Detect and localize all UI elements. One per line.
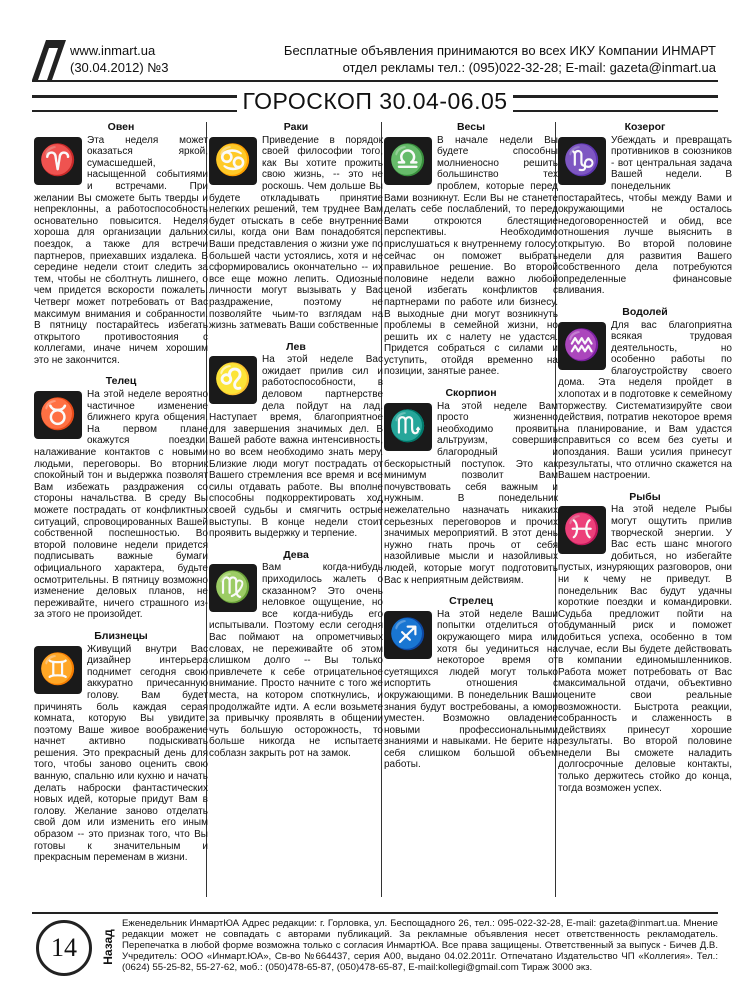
sign-name: Овен — [107, 122, 135, 133]
sign-name: Водолей — [622, 305, 668, 318]
sign-name: Скорпион — [445, 387, 497, 400]
sign-name: Лев — [286, 340, 306, 353]
column-2 — [209, 122, 383, 902]
column-1 — [34, 122, 208, 902]
logo — [32, 40, 66, 80]
virgo-icon: ♍ — [209, 564, 257, 612]
column-3 — [384, 122, 558, 902]
leo-icon: ♌ — [209, 356, 257, 404]
contacts-text: отдел рекламы тел.: (095)022-32-28; E-mail: gazeta@inmart.ua — [342, 60, 716, 75]
sign-aries — [34, 122, 208, 366]
title-bar — [32, 90, 718, 116]
back-button[interactable] — [100, 922, 116, 974]
sign-name: Рыбы — [629, 490, 661, 503]
sign-text: На этой неделе Рыбы могут ощутить прилив творческой энергии. У Вас есть шанс многого добиться, но избегайте пустых, изнуряющих разговоров, они ни к чему не приведут. В понедельник Вас будут удачны короткие поездки и командировки. Судьба предложит пойти на обдуманный риск и поможет добиться успеха, особенно в том случае, если Вы будете действовать в компании единомышленников. Работа может потребовать от Вас максимальной отдачи, объективно оцените свои реальные возможности. Быстрота реакции, собранность и слаженность в действиях принесут хорошие результаты. Во второй половине недели Вы сможете наладить долгосрочные деловые контакты, только держитесь стойко до конца, тогда возможен успех. — [558, 504, 732, 794]
sign-cancer — [209, 122, 383, 332]
sign-leo — [209, 342, 383, 540]
sign-sagittarius — [384, 596, 558, 771]
sign-text: На этой неделе Вам просто жизненно необходимо проявить альтруизм, совершив благородный и бескорыстный поступок. Это как минимум позволит Вам почувствовать себя важным и нужным. В понедельник нежелательно назначать никаких серьезных переговоров и прочих значимых мероприятий. В этот день нужно гнать прочь от себя назойливые мысли и назойливых людей, которые могут подготовить Вас к неприятным действиям. — [384, 400, 558, 586]
header-meta — [70, 42, 169, 76]
sign-text: Для вас благоприятна всякая трудовая деятельность, но особенно работы по благоустройству своего дома. Эта неделя пройдет в хлопотах и в подготовке к семейному торжеству. Систематизируйте свои действия, потратив некоторое время на планирование, и Вам удастся справиться со всем без суеты и опоздания. Ваши усилия принесут результаты, что отлично скажется на Вашем настроении. — [558, 319, 732, 482]
sign-pisces — [558, 492, 732, 794]
header-notice — [284, 42, 716, 76]
page-title: ГОРОСКОП 30.04-06.05 — [242, 88, 508, 114]
gemini-icon: ♊ — [34, 646, 82, 694]
sign-taurus — [34, 376, 208, 620]
issue-number: (30.04.2012) №3 — [70, 60, 169, 75]
sign-aquarius — [558, 307, 732, 482]
header-divider — [32, 80, 718, 82]
sign-text: На этой неделе Вас ожидает прилив сил и работоспособности, в деловом партнерстве дела пойдут на лад. Наступает время, благоприятное для завершения значимых дел. В Вашей работе важна интенсивность, но во всем необходимо знать меру. Близкие люди могут пострадать от Вашего стремления все время и все силы отдавать работе. Вы вполне способны подкорректировать ход своей судьбы и смягчить острые выступы. В конце недели стоит проявить выдержку и терпение. — [209, 354, 383, 540]
sign-scorpio — [384, 388, 558, 586]
column-4 — [558, 122, 732, 902]
sign-text: В начале недели Вы будете способны молниеносно решить большинство тех проблем, которые перед Вами возникнут. Если Вы не станете делать себе послаблений, то перед Вами откроются блестящие перспективы. Необходимо прислушаться к внутреннему голосу: сейчас он поможет выбрать правильное решение. Во второй половине недели важно любой ценой избегать конфликтов с партнерами по работе или бизнесу. В выходные дни могут возникнуть проблемы в семейной жизни, но решить их с налету не удастся. Придется собраться с силами и уступить, отойдя временно на позиции, занятые ранее. — [384, 134, 558, 378]
sagittarius-icon: ♐ — [384, 611, 432, 659]
sign-capricorn — [558, 122, 732, 297]
sign-libra — [384, 122, 558, 378]
sign-text: Вам когда-нибудь приходилось жалеть о сказанном? Это очень неловкое ощущение, но все когда-нибудь его испытывали. Поэтому если сегодня Вас поймают на опрометчивых словах, не переживайте об этом слишком долго -- Вы только привлечете к себе отрицательное внимание. Просто начните с того же места, на котором споткнулись, и продолжайте идти. А если возьмете за привычку проявлять в общении чуть большую осторожность, то больше никогда не испытаете соблазн закрыть рот на замок. — [209, 562, 383, 759]
capricorn-icon: ♑ — [558, 137, 606, 185]
sign-text: Живущий внутри Вас дизайнер интерьера поднимет сегодня свою аккуратно причесанную голову. Вам будет причинять боль каждая серая комната, которую Вы увидите, поэтому Ваше живое воображение начнет активно подыскивать решения. Это прекрасный день для того, чтобы заново оценить свою ванную, спальню или кухню и начать делать наброски фантастических новых идей, которые придут Вам в голову. Желание заново отделать свой дом или изменить его иным образом -- это признак того, что Вы готовы к значительным и прекрасным переменам в жизни. — [34, 643, 208, 864]
sign-name: Дева — [283, 548, 309, 561]
sign-virgo — [209, 550, 383, 760]
sign-text: На этой неделе вероятно частичное изменение ближнего круга общения. На первом плане окажутся поездки, налаживание контактов с новыми людьми, переговоры. Во вторник спокойный тон и выдержка позволят Вам избежать раздражения со стороны начальства. В среду Вы можете пострадать от конфликтных ситуаций, спровоцированных Вашей собственной поспешностью. Во второй половине недели придется подписывать важные бумаги официального характера, будьте осмотрительны. В пятницу возможно изменение деловых планов, не переживайте, ничего страшного из-за этого не произойдет. — [34, 389, 208, 621]
aries-icon: ♈ — [34, 137, 82, 185]
page-number: 14 — [36, 920, 92, 976]
back-label: Назад — [101, 929, 115, 965]
sign-name: Близнецы — [94, 629, 148, 642]
sign-name: Козерог — [624, 122, 666, 133]
sign-name: Телец — [105, 375, 137, 388]
taurus-icon: ♉ — [34, 391, 82, 439]
sign-text: Эта неделя может оказаться яркой, сумасшедшей, насыщенной событиями и встречами. При желании Вы сможете быть тверды и непреклонны, а работоспособность основательно повысится. Неделя хороша для организации дальних поездок, а также для встречи партнеров, приехавших издалека. В середине недели стоит следить за тем, чтобы не сболтнуть лишнего, о чем придется вскорости пожалеть. Четверг может потребовать от Вас максимум внимания и собранности. В пятницу постарайтесь избегать открытого противостояния с коллегами, иначе ничем хорошим это не закончится. — [34, 134, 208, 366]
title-rule-right — [513, 95, 718, 112]
sign-gemini — [34, 631, 208, 864]
pisces-icon: ♓ — [558, 506, 606, 554]
cancer-icon: ♋ — [209, 137, 257, 185]
imprint-text: Еженедельник ИнмартЮА Адрес редакции: г. Горловка, ул. Беспощадного 26, тел.: 095-022-32-28, E-mail: gazeta@inmart.ua. Мнение редакции может не совпадать с авторами публикаций. За рекламные объявления несет ответственность рекламодатель. Перепечатка в любой форме возможна только с согласия ИнмартЮА. Все права защищены. Ответственный за выпуск - Бичев Д.В. Учредитель: ООО «Инмарт.ЮА», Св-во №664437, серия А00, выдано 04.02.2011г. Отпечатано Издательство ЧП «Коллегия». Тел.: (0624) 55-25-82, 55-27-62, моб.: (050)478-65-87, (050)478-65-87, E-mail:kollegi@gmail.com Тираж 3000 экз. — [122, 918, 718, 973]
site-link[interactable]: www.inmart.ua — [70, 43, 156, 58]
sign-text: Убеждать и превращать противников в союзников - вот центральная задача Вашей недели. В понедельник постарайтесь, чтобы между Вами и окружающими не осталось недоговоренностей и обид, все отношения лучше выяснить в открытую. Во второй половине недели для развития Вашего собственного дела потребуются определенные финансовые вливания. — [558, 134, 732, 297]
title-rule-left — [32, 95, 237, 112]
sign-name: Весы — [456, 122, 486, 133]
scorpio-icon: ♏ — [384, 403, 432, 451]
notice-text: Бесплатные объявления принимаются во всех ИКУ Компании ИНМАРТ — [283, 43, 716, 58]
aquarius-icon: ♒ — [558, 322, 606, 370]
sign-text: На этой неделе Ваши попытки отделиться от окружающего мира или хотя бы уединиться на некоторое время от суетящихся людей могут только испортить отношения с окружающими. В понедельник Ваши знания будут востребованы, а юмор уместен. Возможно овладение новыми профессиональными знаниями и навыками. Не берите на себя слишком большой объем работы. — [384, 608, 558, 771]
sign-name: Стрелец — [449, 595, 493, 608]
libra-icon: ♎ — [384, 137, 432, 185]
footer — [32, 912, 718, 978]
sign-name: Раки — [283, 122, 309, 133]
sign-text: Приведение в порядок своей философии того, как Вы хотите прожить свою жизнь, -- это не роскошь. Чем дольше Вы будете откладывать принятие нелегких решений, тем труднее Вам будет отыскать в себе внутренние силы, когда они Вам понадобятся. Ваши представления о жизни уже по большей части устоялись, хотя и не сформировались окончательно -- их все еще можно лепить. Одиозные личности могут вызывать у Вас раздражение, поэтому не позволяйте чьим-то взглядам на жизнь затмевать Ваши собственные — [209, 134, 383, 332]
